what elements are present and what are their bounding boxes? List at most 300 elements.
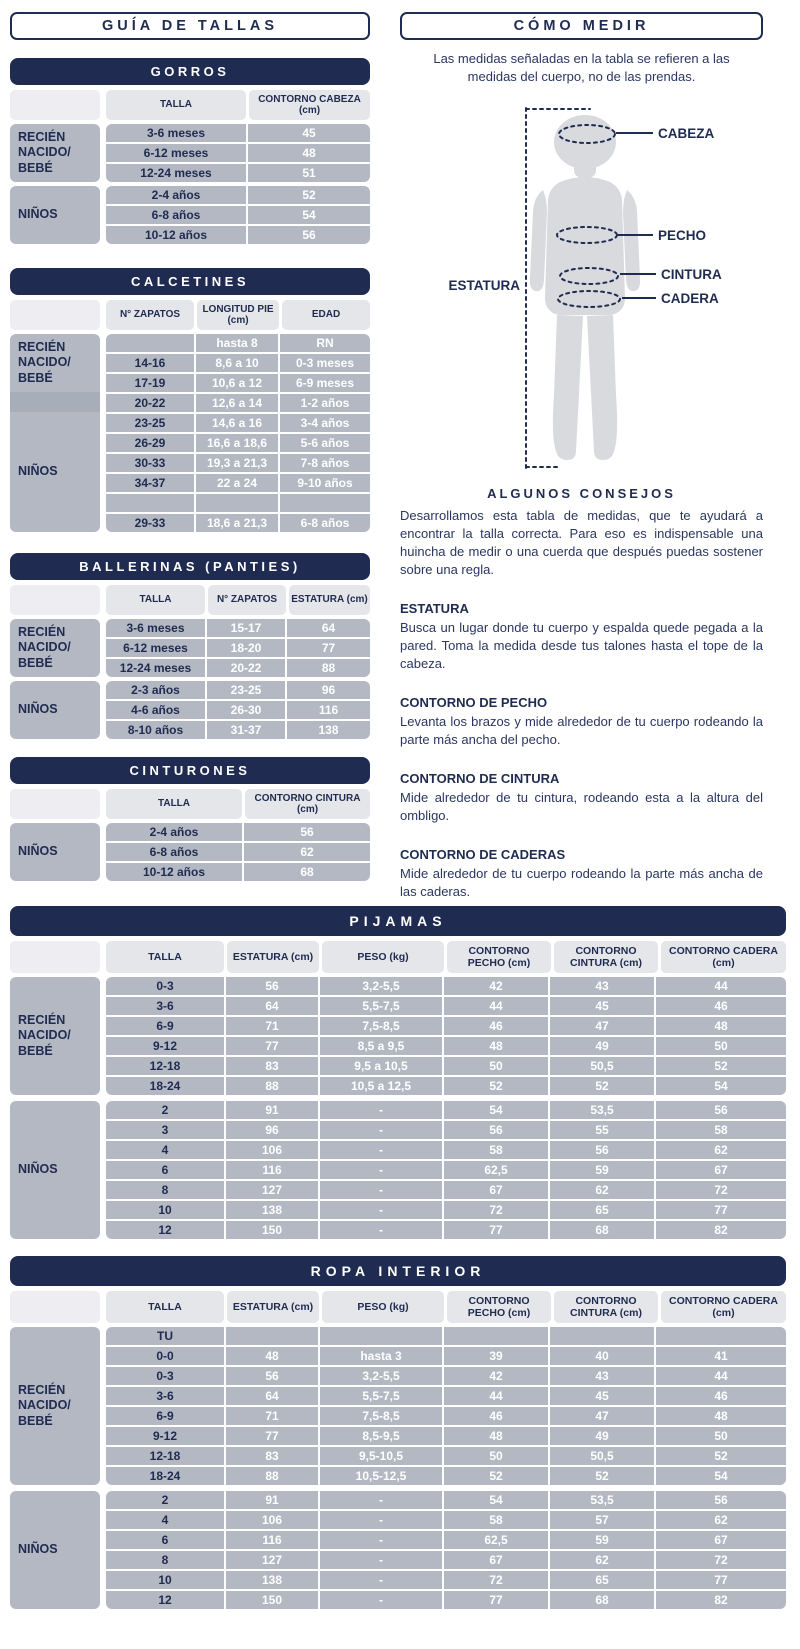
table-cell: 67 xyxy=(656,1531,786,1549)
table-cell: 3,2-5,5 xyxy=(320,1367,442,1385)
row-group-label-bottom: NIÑOS xyxy=(18,464,58,479)
table-cell: 53,5 xyxy=(550,1101,654,1119)
table-cell: 12-24 meses xyxy=(106,659,205,677)
table-cell xyxy=(280,494,370,512)
table-cell: 72 xyxy=(656,1551,786,1569)
table-cell: 138 xyxy=(287,721,370,739)
table-cell: 3-6 xyxy=(106,997,224,1015)
column-header: TALLA xyxy=(106,585,205,615)
table-header-cells xyxy=(106,585,370,615)
table-cell: 2-3 años xyxy=(106,681,205,699)
table-cell: 43 xyxy=(550,1367,654,1385)
table-cell: 64 xyxy=(226,1387,318,1405)
table-cell: 65 xyxy=(550,1571,654,1589)
table-cell: 9-12 xyxy=(106,1427,224,1445)
table-cell: 77 xyxy=(444,1221,548,1239)
table-cell: 44 xyxy=(444,1387,548,1405)
table-cell: 6-8 años xyxy=(280,514,370,532)
table-cell: 62 xyxy=(656,1511,786,1529)
table-cell: 68 xyxy=(550,1591,654,1609)
table-cell: 52 xyxy=(248,186,370,204)
table-cell: 2 xyxy=(106,1101,224,1119)
column-header: LONGITUD PIE (cm) xyxy=(197,300,279,330)
column-header: ESTATURA (cm) xyxy=(289,585,370,615)
column-header: CONTORNO CINTURA (cm) xyxy=(554,1291,658,1323)
table-cell: 68 xyxy=(244,863,370,881)
table-cell: 56 xyxy=(656,1101,786,1119)
table-cell: 44 xyxy=(656,1367,786,1385)
table-cell: 50,5 xyxy=(550,1057,654,1075)
row-group xyxy=(106,619,370,677)
instruction-text: Mide alrededor de tu cuerpo rodeando la parte más ancha de las caderas. xyxy=(400,865,763,899)
measure-instructions xyxy=(400,601,763,900)
table-cell: 2-4 años xyxy=(106,823,242,841)
table-body xyxy=(10,977,786,1239)
table-cell: 62,5 xyxy=(444,1161,548,1179)
column-header: CONTORNO CADERA (cm) xyxy=(661,1291,786,1323)
pijamas-table xyxy=(10,906,786,1239)
table-body xyxy=(10,619,370,739)
intro-text: Las medidas señaladas en la tabla se refieren a las medidas del cuerpo, no de las prendas. xyxy=(433,51,730,85)
row-group-label: RECIÉN NACIDO/ BEBÉ xyxy=(10,619,100,677)
table-cell: 3 xyxy=(106,1121,224,1139)
table-cell: 65 xyxy=(550,1201,654,1219)
row-labels xyxy=(10,823,100,881)
table-cell: 18-24 xyxy=(106,1077,224,1095)
column-header: N° ZAPATOS xyxy=(106,300,194,330)
table-cell: 26-30 xyxy=(207,701,285,719)
table-cell: 91 xyxy=(226,1491,318,1509)
table-cell: 67 xyxy=(656,1161,786,1179)
table-cell: 48 xyxy=(444,1427,548,1445)
row-group xyxy=(106,334,370,532)
table-cell: 62,5 xyxy=(444,1531,548,1549)
table-cell xyxy=(550,1327,654,1345)
row-group-label: RECIÉN NACIDO/ BEBÉ xyxy=(10,1327,100,1485)
row-labels xyxy=(10,1327,100,1609)
table-cell: 55 xyxy=(550,1121,654,1139)
table-cell: 51 xyxy=(248,164,370,182)
table-cell: 18-24 xyxy=(106,1467,224,1485)
table-cell: - xyxy=(320,1591,442,1609)
table-cell: - xyxy=(320,1491,442,1509)
table-cell: 34-37 xyxy=(106,474,194,492)
table-cell: 56 xyxy=(248,226,370,244)
table-cell: 77 xyxy=(287,639,370,657)
table-cell: 2-4 años xyxy=(106,186,246,204)
table-cell xyxy=(320,1327,442,1345)
table-cell: - xyxy=(320,1551,442,1569)
table-cell: 48 xyxy=(248,144,370,162)
column-header: CONTORNO CINTURA (cm) xyxy=(245,789,370,819)
table-header xyxy=(10,585,370,615)
table-cell: 138 xyxy=(226,1201,318,1219)
table-cell: - xyxy=(320,1101,442,1119)
table-cell xyxy=(106,494,194,512)
table-header xyxy=(10,1291,786,1323)
table-header-corner xyxy=(10,1291,100,1323)
table-cell: 10 xyxy=(106,1571,224,1589)
row-group-label: NIÑOS xyxy=(10,1101,100,1239)
table-cell: 23-25 xyxy=(207,681,285,699)
cinturones-banner: CINTURONES xyxy=(10,757,370,784)
column-header: CONTORNO PECHO (cm) xyxy=(447,941,551,973)
table-cell: 8,6 a 10 xyxy=(196,354,278,372)
cintura-label: CINTURA xyxy=(661,267,722,283)
table-cell: 57 xyxy=(550,1511,654,1529)
table-cell: - xyxy=(320,1201,442,1219)
row-group xyxy=(106,1101,786,1239)
table-cell: 10,6 a 12 xyxy=(196,374,278,392)
row-labels xyxy=(10,334,100,532)
table-rows xyxy=(106,124,370,244)
table-cell: 12-18 xyxy=(106,1447,224,1465)
table-cell: 3,2-5,5 xyxy=(320,977,442,995)
table-cell: 46 xyxy=(656,997,786,1015)
row-group-label-top: RECIÉN NACIDO/ BEBÉ xyxy=(18,339,71,385)
cinturones-table xyxy=(10,757,370,881)
table-cell: 9-12 xyxy=(106,1037,224,1055)
table-cell: 52 xyxy=(550,1077,654,1095)
measure-instruction xyxy=(400,695,763,749)
table-cell: - xyxy=(320,1181,442,1199)
table-cell: 88 xyxy=(226,1467,318,1485)
table-cell: 23-25 xyxy=(106,414,194,432)
row-group-label: RECIÉN NACIDO/ BEBÉ xyxy=(10,124,100,182)
table-cell: 46 xyxy=(444,1407,548,1425)
table-cell: 8 xyxy=(106,1551,224,1569)
table-cell: 46 xyxy=(656,1387,786,1405)
table-header-cells xyxy=(106,789,370,819)
table-cell: 12-24 meses xyxy=(106,164,246,182)
instruction-title: ESTATURA xyxy=(400,601,469,617)
table-cell: 48 xyxy=(444,1037,548,1055)
table-cell: 49 xyxy=(550,1427,654,1445)
column-header: N° ZAPATOS xyxy=(208,585,286,615)
table-cell: 96 xyxy=(287,681,370,699)
table-cell: 62 xyxy=(656,1141,786,1159)
table-cell: 42 xyxy=(444,1367,548,1385)
table-cell: 18-20 xyxy=(207,639,285,657)
table-cell: 9-10 años xyxy=(280,474,370,492)
table-cell: 48 xyxy=(656,1017,786,1035)
table-cell: 48 xyxy=(226,1347,318,1365)
table-cell: 48 xyxy=(656,1407,786,1425)
table-cell: 127 xyxy=(226,1551,318,1569)
consejos-text: Desarrollamos esta tabla de medidas, que te ayudará a encontrar la talla correcta. Para eso es indispensable una huincha de medir o una cuerda que después puedas sostener sobre una regla. xyxy=(400,508,763,578)
table-cell: 41 xyxy=(656,1347,786,1365)
table-cell: 54 xyxy=(248,206,370,224)
ballerinas-banner: BALLERINAS (PANTIES) xyxy=(10,553,370,580)
table-cell: 62 xyxy=(550,1551,654,1569)
table-cell: 106 xyxy=(226,1141,318,1159)
consejos-heading: ALGUNOS CONSEJOS xyxy=(487,486,676,502)
table-rows xyxy=(106,823,370,881)
row-group xyxy=(106,124,370,182)
table-cell: 45 xyxy=(550,1387,654,1405)
table-cell: 6-9 xyxy=(106,1017,224,1035)
table-cell: - xyxy=(320,1571,442,1589)
pecho-label: PECHO xyxy=(658,228,707,244)
measure-instruction xyxy=(400,601,763,673)
table-cell: hasta 8 xyxy=(196,334,278,352)
table-cell: 12 xyxy=(106,1221,224,1239)
ropa_interior-banner: ROPA INTERIOR xyxy=(10,1256,786,1286)
table-cell: 30-33 xyxy=(106,454,194,472)
table-cell: RN xyxy=(280,334,370,352)
table-cell: 64 xyxy=(226,997,318,1015)
table-cell: 4 xyxy=(106,1141,224,1159)
gorros-table xyxy=(10,58,370,244)
row-group-label: RECIÉN NACIDO/ BEBÉ xyxy=(10,977,100,1095)
table-cell: 6-9 meses xyxy=(280,374,370,392)
table-header-corner xyxy=(10,789,100,819)
table-cell: 77 xyxy=(656,1201,786,1219)
measure-diagram xyxy=(400,100,763,470)
measure-instruction xyxy=(400,771,763,825)
table-cell: 62 xyxy=(550,1181,654,1199)
column-header: TALLA xyxy=(106,941,224,973)
table-cell: 77 xyxy=(226,1037,318,1055)
table-cell: 5-6 años xyxy=(280,434,370,452)
table-body xyxy=(10,823,370,881)
table-cell: 77 xyxy=(656,1571,786,1589)
table-cell: 0-3 xyxy=(106,1367,224,1385)
row-labels xyxy=(10,977,100,1239)
measure-instruction xyxy=(400,847,763,901)
instruction-text: Busca un lugar donde tu cuerpo y espalda quede pegada a la pared. Toma la medida desde tus talones hasta el tope de la cabeza. xyxy=(400,620,763,671)
table-cell: 47 xyxy=(550,1407,654,1425)
table-cell: 58 xyxy=(444,1511,548,1529)
table-cell: 116 xyxy=(287,701,370,719)
table-cell: 10 xyxy=(106,1201,224,1219)
table-cell xyxy=(106,334,194,352)
column-header: EDAD xyxy=(282,300,370,330)
table-header xyxy=(10,789,370,819)
table-cell: 6 xyxy=(106,1531,224,1549)
calcetines-banner: CALCETINES xyxy=(10,268,370,295)
table-cell: 8 xyxy=(106,1181,224,1199)
table-cell: 96 xyxy=(226,1121,318,1139)
row-group-label: NIÑOS xyxy=(10,823,100,881)
table-cell: 44 xyxy=(656,977,786,995)
table-cell: 116 xyxy=(226,1161,318,1179)
estatura-label: ESTATURA xyxy=(448,278,520,294)
table-cell: 72 xyxy=(444,1201,548,1219)
column-header: TALLA xyxy=(106,90,246,120)
table-cell: - xyxy=(320,1531,442,1549)
table-cell: 45 xyxy=(248,124,370,142)
table-rows xyxy=(106,619,370,739)
table-body xyxy=(10,1327,786,1609)
table-cell: 18,6 a 21,3 xyxy=(196,514,278,532)
table-cell: - xyxy=(320,1511,442,1529)
table-cell: 44 xyxy=(444,997,548,1015)
table-cell: - xyxy=(320,1161,442,1179)
column-header: TALLA xyxy=(106,789,242,819)
left-column xyxy=(10,12,370,881)
page-title: GUÍA DE TALLAS xyxy=(10,12,370,40)
row-group-label: NIÑOS xyxy=(10,1491,100,1609)
table-cell: 3-6 meses xyxy=(106,124,246,142)
table-cell: 0-3 meses xyxy=(280,354,370,372)
instruction-title: CONTORNO DE PECHO xyxy=(400,694,548,710)
table-cell: 71 xyxy=(226,1017,318,1035)
column-header: CONTORNO CABEZA (cm) xyxy=(249,90,370,120)
column-header: CONTORNO CINTURA (cm) xyxy=(554,941,658,973)
table-cell: 4-6 años xyxy=(106,701,205,719)
table-cell: 5,5-7,5 xyxy=(320,997,442,1015)
table-cell: 1-2 años xyxy=(280,394,370,412)
row-group xyxy=(106,1327,786,1485)
table-cell: 54 xyxy=(656,1077,786,1095)
table-cell: 49 xyxy=(550,1037,654,1055)
table-cell: 10-12 años xyxy=(106,226,246,244)
table-cell: 26-29 xyxy=(106,434,194,452)
table-cell: 14-16 xyxy=(106,354,194,372)
table-cell: 52 xyxy=(656,1057,786,1075)
table-cell: 88 xyxy=(287,659,370,677)
table-cell: 71 xyxy=(226,1407,318,1425)
table-cell: 82 xyxy=(656,1591,786,1609)
table-cell: 3-6 meses xyxy=(106,619,205,637)
table-cell: 0-0 xyxy=(106,1347,224,1365)
table-cell: 62 xyxy=(244,843,370,861)
table-cell: 56 xyxy=(226,977,318,995)
table-cell: 8,5-9,5 xyxy=(320,1427,442,1445)
table-header-cells xyxy=(106,941,786,973)
table-cell: 52 xyxy=(656,1447,786,1465)
table-cell: 50 xyxy=(656,1037,786,1055)
row-group xyxy=(106,186,370,244)
table-cell: 52 xyxy=(550,1467,654,1485)
table-cell: 15-17 xyxy=(207,619,285,637)
table-cell: 127 xyxy=(226,1181,318,1199)
table-header-corner xyxy=(10,90,100,120)
table-cell: - xyxy=(320,1221,442,1239)
como-medir-title: CÓMO MEDIR xyxy=(400,12,763,40)
body-silhouette xyxy=(530,115,640,460)
table-cell xyxy=(656,1327,786,1345)
table-cell: 50 xyxy=(444,1447,548,1465)
column-header: CONTORNO CADERA (cm) xyxy=(661,941,786,973)
table-cell: 83 xyxy=(226,1057,318,1075)
table-cell: 58 xyxy=(444,1141,548,1159)
table-cell: 72 xyxy=(656,1181,786,1199)
table-cell xyxy=(196,494,278,512)
table-cell: 6-12 meses xyxy=(106,639,205,657)
table-cell: 72 xyxy=(444,1571,548,1589)
table-cell: 12 xyxy=(106,1591,224,1609)
table-cell: 58 xyxy=(656,1121,786,1139)
instruction-text: Mide alrededor de tu cintura, rodeando esta a la altura del ombligo. xyxy=(400,789,763,823)
table-cell: 54 xyxy=(444,1101,548,1119)
table-cell: 52 xyxy=(444,1467,548,1485)
row-group xyxy=(106,977,786,1095)
table-cell: 50,5 xyxy=(550,1447,654,1465)
table-cell: 43 xyxy=(550,977,654,995)
table-cell: 40 xyxy=(550,1347,654,1365)
table-cell: 116 xyxy=(226,1531,318,1549)
table-cell: 3-4 años xyxy=(280,414,370,432)
table-cell: 83 xyxy=(226,1447,318,1465)
table-cell: 150 xyxy=(226,1591,318,1609)
table-cell: 88 xyxy=(226,1077,318,1095)
table-cell: 56 xyxy=(550,1141,654,1159)
table-header-corner xyxy=(10,941,100,973)
table-cell: 7,5-8,5 xyxy=(320,1017,442,1035)
row-labels xyxy=(10,619,100,739)
table-cell: 56 xyxy=(444,1121,548,1139)
table-cell: 6-9 xyxy=(106,1407,224,1425)
column-header: PESO (kg) xyxy=(322,941,444,973)
column-header: PESO (kg) xyxy=(322,1291,444,1323)
table-cell: 52 xyxy=(444,1077,548,1095)
table-cell: 9,5-10,5 xyxy=(320,1447,442,1465)
table-rows xyxy=(106,977,786,1239)
table-cell: 16,6 a 18,6 xyxy=(196,434,278,452)
table-rows xyxy=(106,334,370,532)
row-group-label xyxy=(10,334,100,532)
table-cell: hasta 3 xyxy=(320,1347,442,1365)
table-cell: 47 xyxy=(550,1017,654,1035)
table-header xyxy=(10,941,786,973)
table-cell: 54 xyxy=(444,1491,548,1509)
instruction-text: Levanta los brazos y mide alrededor de tu cuerpo rodeando la parte más ancha del pecho. xyxy=(400,713,763,747)
table-cell: 56 xyxy=(656,1491,786,1509)
table-cell: 77 xyxy=(226,1427,318,1445)
table-cell: TU xyxy=(106,1327,224,1345)
table-cell: 56 xyxy=(226,1367,318,1385)
table-body xyxy=(10,334,370,532)
row-labels xyxy=(10,124,100,244)
row-label-divider xyxy=(10,392,100,412)
table-cell: 6 xyxy=(106,1161,224,1179)
table-cell: - xyxy=(320,1141,442,1159)
table-header xyxy=(10,90,370,120)
table-cell: 68 xyxy=(550,1221,654,1239)
table-cell: 3-6 xyxy=(106,1387,224,1405)
table-cell: 82 xyxy=(656,1221,786,1239)
table-cell: 106 xyxy=(226,1511,318,1529)
column-header: TALLA xyxy=(106,1291,224,1323)
table-cell: 7-8 años xyxy=(280,454,370,472)
table-cell: 20-22 xyxy=(207,659,285,677)
table-cell: 14,6 a 16 xyxy=(196,414,278,432)
table-header-corner xyxy=(10,585,100,615)
table-cell: 6-8 años xyxy=(106,843,242,861)
table-cell: 56 xyxy=(244,823,370,841)
row-group-label: NIÑOS xyxy=(10,681,100,739)
gorros-banner: GORROS xyxy=(10,58,370,85)
table-cell xyxy=(444,1327,548,1345)
table-cell: 12,6 a 14 xyxy=(196,394,278,412)
table-cell: 42 xyxy=(444,977,548,995)
ballerinas-table xyxy=(10,553,370,739)
table-cell: 91 xyxy=(226,1101,318,1119)
table-header-cells xyxy=(106,300,370,330)
cabeza-label: CABEZA xyxy=(658,126,715,142)
table-cell: 4 xyxy=(106,1511,224,1529)
row-group-label: NIÑOS xyxy=(10,186,100,244)
table-cell: 17-19 xyxy=(106,374,194,392)
pijamas-banner: PIJAMAS xyxy=(10,906,786,936)
table-cell: 45 xyxy=(550,997,654,1015)
table-cell: 0-3 xyxy=(106,977,224,995)
table-cell: 9,5 a 10,5 xyxy=(320,1057,442,1075)
table-cell: 6-12 meses xyxy=(106,144,246,162)
table-cell: 12-18 xyxy=(106,1057,224,1075)
